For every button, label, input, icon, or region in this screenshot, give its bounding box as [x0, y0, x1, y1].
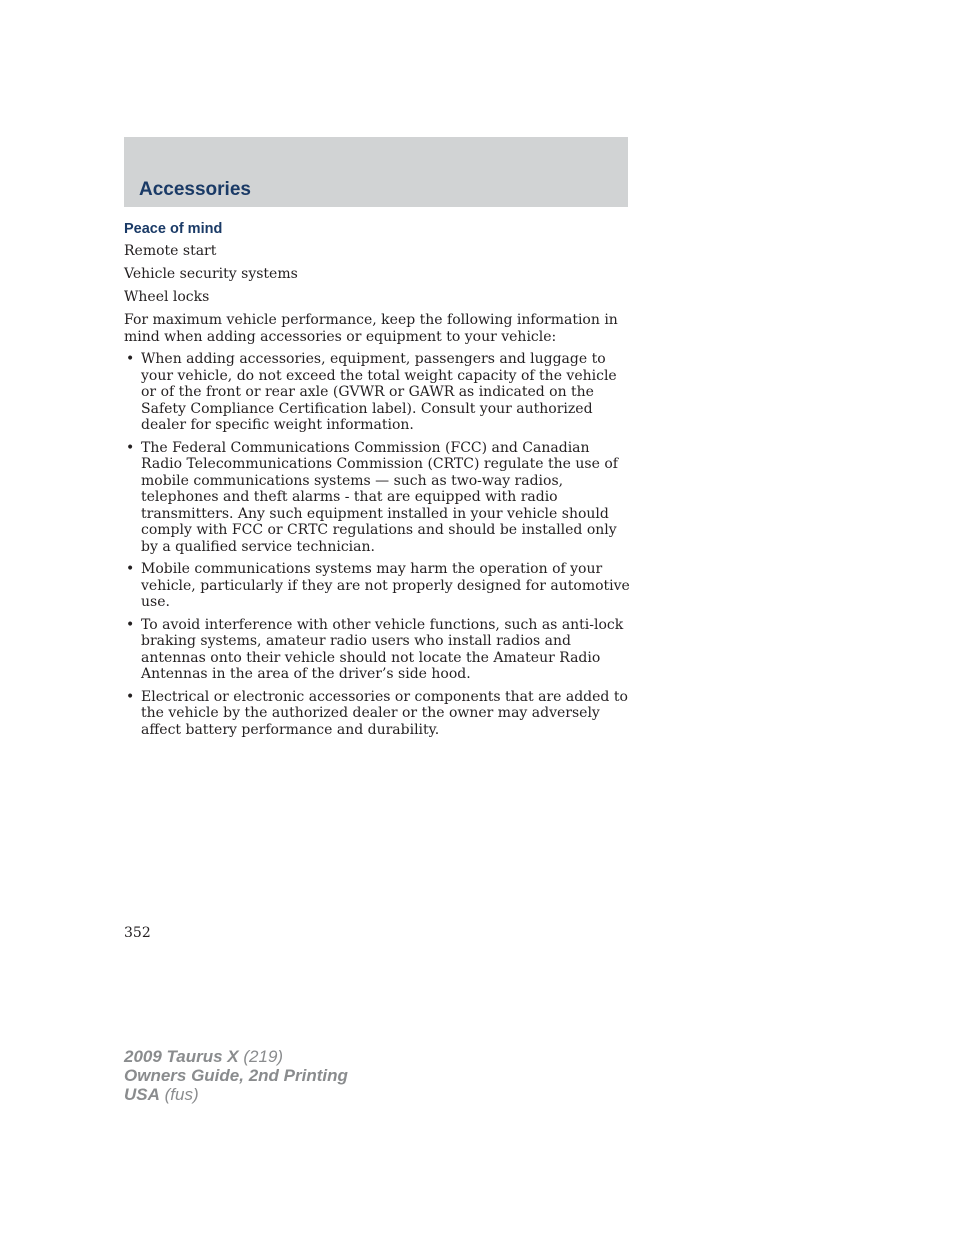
footer-model-code: (219)	[238, 1047, 284, 1066]
bullet-text: The Federal Communications Commission (FCC) and Canadian Radio Telecommunications Commission (CRTC) regulate the use of mobile communications systems — such as two-way radios, telephones and theft alarms - that are equipped with radio transmitters. Any such equipment installed in your vehicle should comply with FCC or CRTC regulations and should be installed only by a qualified service technician.	[141, 439, 618, 555]
bullet-icon: •	[126, 616, 135, 633]
bullet-item-electrical-accessories	[124, 689, 630, 739]
bullet-text: Mobile communications systems may harm the operation of your vehicle, particularly if they are not properly designed for automotive use.	[141, 561, 630, 610]
page-content	[124, 220, 630, 744]
bullet-item-interference	[124, 617, 630, 683]
bullet-text: Electrical or electronic accessories or components that are added to the vehicle by the authorized dealer or the owner may adversely affect battery performance and durability.	[141, 688, 628, 738]
subsection-title: Peace of mind	[124, 221, 223, 237]
bullet-item-fcc-crtc	[124, 440, 630, 556]
bullet-icon: •	[126, 439, 135, 456]
footer-market-code: (fus)	[159, 1085, 199, 1104]
bullet-icon: •	[126, 688, 135, 705]
section-title: Accessories	[139, 179, 251, 200]
bullet-icon: •	[126, 561, 135, 577]
bullet-text: To avoid interference with other vehicle functions, such as anti-lock braking systems, amateur radio users who install radios and antennas onto their vehicle should not locate the Amateur Radio Antennas in the area of the driver’s side hood.	[141, 616, 624, 682]
page-number: 352	[124, 925, 151, 941]
footer-line-guide: Owners Guide, 2nd Printing	[124, 1066, 348, 1085]
intro-paragraph: For maximum vehicle performance, keep the following information in mind when adding accessories or equipment to your vehicle:	[124, 312, 618, 345]
bullet-text: When adding accessories, equipment, passengers and luggage to your vehicle, do not exceed the total weight capacity of the vehicle or of the front or rear axle (GVWR or GAWR as indicated on the Safety Compliance Certification label). Consult your authorized dealer for specific weight information.	[141, 351, 617, 433]
bullet-list	[124, 351, 630, 738]
bullet-item-weight-capacity	[124, 351, 630, 434]
document-footer	[124, 1047, 348, 1104]
item-remote-start: Remote start	[124, 243, 217, 259]
section-header-band	[124, 137, 628, 207]
footer-line-market	[124, 1085, 348, 1104]
bullet-item-mobile-communications	[124, 561, 630, 611]
bullet-icon: •	[126, 351, 135, 367]
footer-model: 2009 Taurus X	[124, 1047, 239, 1066]
footer-market: USA	[124, 1085, 160, 1104]
footer-line-model	[124, 1047, 348, 1066]
item-wheel-locks: Wheel locks	[124, 289, 210, 305]
item-vehicle-security-systems: Vehicle security systems	[124, 266, 298, 282]
